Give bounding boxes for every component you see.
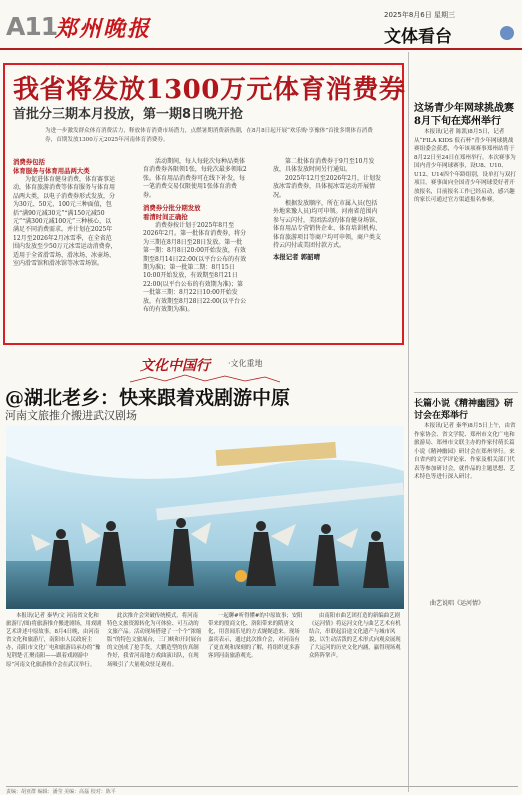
story2-column-1 (6, 612, 102, 669)
paper-logo: 郑州晚报 (55, 16, 152, 42)
culture-banner (130, 345, 280, 385)
right-story-1-headline[interactable]: 这场青少年网球挑战赛8月下旬在郑州举行 (414, 103, 514, 127)
top-story-column-2 (143, 158, 247, 315)
top-story-lead: 为进一步激发群众体育消费活力，释放体育消费市场潜力，点燃暑期消费新热潮，在8月8日起开展“欢乐购·享豫体”首批多期体育消费券，首期发放1300万元2025年河南体育消费券。 (45, 128, 373, 143)
top-story-column-3 (273, 158, 381, 262)
paragraph: 第二批体育消费券于9月至10月发放，具体发放时间另行通知。 (273, 158, 375, 174)
section-title: 文体看台 (384, 27, 452, 47)
top-story-column-1 (13, 158, 117, 268)
story-divider (414, 392, 518, 393)
paragraph: 本报讯(记者 秦华/文 河南省文化和旅游厅/图)将旅游推介搬进剧场，用戏剧艺术讲述中原故事。8月4日晚，由河南省文化和旅游厅，南阳市人民政府主办，南阳市文化广电和旅游局承办的“豫见荆楚·汇聚南阳——跟着戏剧游中原”河南文化旅游推介会在武汉举行。 (6, 613, 102, 668)
culture-banner-title: 文化中国行 (140, 358, 210, 374)
byline: 本报记者 郭韶晴 (273, 253, 320, 262)
paragraph: 2025年12月至2026年2月，计划发放冰雪消费券，具体视冰雪运动开展情况。 (273, 174, 381, 199)
story2-subheadline: 河南文旅推介搬进武汉剧场 (5, 409, 137, 422)
masthead (0, 0, 522, 50)
story2-column-4 (309, 612, 405, 661)
culture-banner-subtitle: ·文化重地 (228, 359, 263, 368)
editorial-footer: 责编：胡亚群 编辑：潘莹 美编：高磊 校对：陈平 (6, 786, 518, 795)
paragraph: 本报讯(记者 陈凯)8月5日，记者从“FILA KIDS 仮石杯”青少年网球挑战赛组委会获悉，今年该项赛事郑州站将于8月22日至24日在郑州举行。本次赛事为国内青少年网球赛事，设U8、U10、U12、U14四个年龄组别，设单打与双打项目。赛事面向全国青少年网球爱好者开放报名，目前报名工作已经启动，感兴趣的家长可通过官方渠道报名参赛。 (414, 129, 516, 203)
right-story-2-headline[interactable]: 长篇小说《精神幽园》研讨会在郑举行 (414, 399, 514, 421)
mountain-ornament-icon (130, 373, 280, 383)
stage-performance-image (6, 426, 404, 609)
performance-photo (6, 426, 404, 609)
column-divider (408, 52, 409, 792)
story2-headline[interactable]: @湖北老乡：快来跟着戏剧游中原 (5, 387, 291, 409)
top-story[interactable] (3, 63, 404, 345)
right-story-1[interactable] (414, 102, 518, 205)
paragraph: 此次推介会突破传统模式，将河南特色文旅资源转化为可体验、可互动的文旅产品。活动现场搭建了一个个“浓缩版”的特色文旅展台，三门峡和开封展台的文创成了抢手货，大鹏造型的仿真制作好，我省河南地方戏曲演出队，在现场吸引了大量观众驻足观看。 (107, 613, 202, 668)
subheading: 看清时间正确抢 (143, 213, 188, 222)
paragraph: 一起聊#听得懂#的中原故事；安阳带来的殷商文化、洛阳带来的隋唐文化，用喜闻乐见的方式娓娓道来。现场嘉宾表示，通过此次推介会，对河南有了更直观和深刻的了解，将组织更多游客到河南旅游观光。 (208, 613, 303, 660)
paragraph: 活动期间，每人每轮次每种品类体育消费券各限领1张，每轮次最多领取2张。体育用品消费券可在线下补发，每一笔消费交易仅限使用1张体育消费券。 (143, 158, 247, 199)
section-marker-icon (500, 26, 514, 40)
right-story-2[interactable] (414, 398, 518, 482)
subheading: 消费券包括 (13, 158, 45, 166)
issue-date: 2025年8月6日 星期三 (384, 11, 455, 19)
paragraph: 为促进体育健身消费，体育赛事运动，体育旅游消费等体育服务与体育用品两大类，以电子消费券形式发放，分为30元、50元、100元三种面值，包括“满90元减30元”“满150元减50元”“满300元减100元”三种核心，以满足不同消费需求。并计划在2025年12月至2026年2月冰雪季，在全省范围内发放至少50万元冰雪运动消费券，适用于全省滑雪场、滑冰场、冰壶场、室内滑雪馆和滑冰馆等冰雪场馆。 (13, 176, 117, 268)
story2-column-2 (107, 612, 203, 669)
subheading: 体育服务与体育用品两大类 (13, 167, 90, 175)
paragraph: 根据发放顺序，所在市属入员(包括外地来豫人员)均可申领。河南省范围内参与云闪付，美团活动的体育健身场馆、体育用品专营销售企业、体育培训机构、体育旅游项目等商户均可申领，商户类支持云闪付或美团付款方式。 (273, 200, 382, 250)
top-story-subheadline: 首批分三期本月投放，第一期8日晚开抢 (13, 107, 244, 122)
photo-caption: 曲艺说唱《运河情》 (429, 600, 484, 607)
paragraph: 本报讯(记者 秦华)8月5日上午，由省作家协会、省文学院、郑州市文化广电和旅游局、郑州市文联主办的作家付萌长篇小说《精神幽园》研讨会在郑州举行。来自省内的文学评论家、作家及相关部门代表等参加研讨会，就作品的主题思想、艺术特色等进行深入研讨。 (414, 423, 516, 480)
story2-column-3 (208, 612, 304, 661)
paragraph: 消费券按计划于2025年8月至2026年2月。第一批体育消费券，将分为三期在8月8日至28日发放。第一批第一期：8月8日20:00开始发放，有效期至8月14日22:00(以平台公布的有效期为准)；第一批第二期：8月15日10:00开始发放，有效期至8月21日22:00(以平台公布的有效期为准)；第一批第三期：8月22日10:00开始发放，有效期至8月28日22:00(以平台公布的有效期为准)。 (143, 222, 247, 314)
subheading: 消费券分批分期发放 (143, 204, 201, 213)
top-story-headline[interactable]: 我省将发放1300万元体育消费券 (13, 75, 406, 105)
page-number: A11 (6, 12, 58, 41)
paragraph: 由南阳市曲艺团打造的新编曲艺剧《运河情》将运河文化与曲艺艺术有机结合，串联起沿途文化遗产与城市风貌，以生动活泼的艺术形式向观众展现了大运河的历史文化内涵，赢得现场观众阵阵掌声。 (309, 613, 401, 660)
